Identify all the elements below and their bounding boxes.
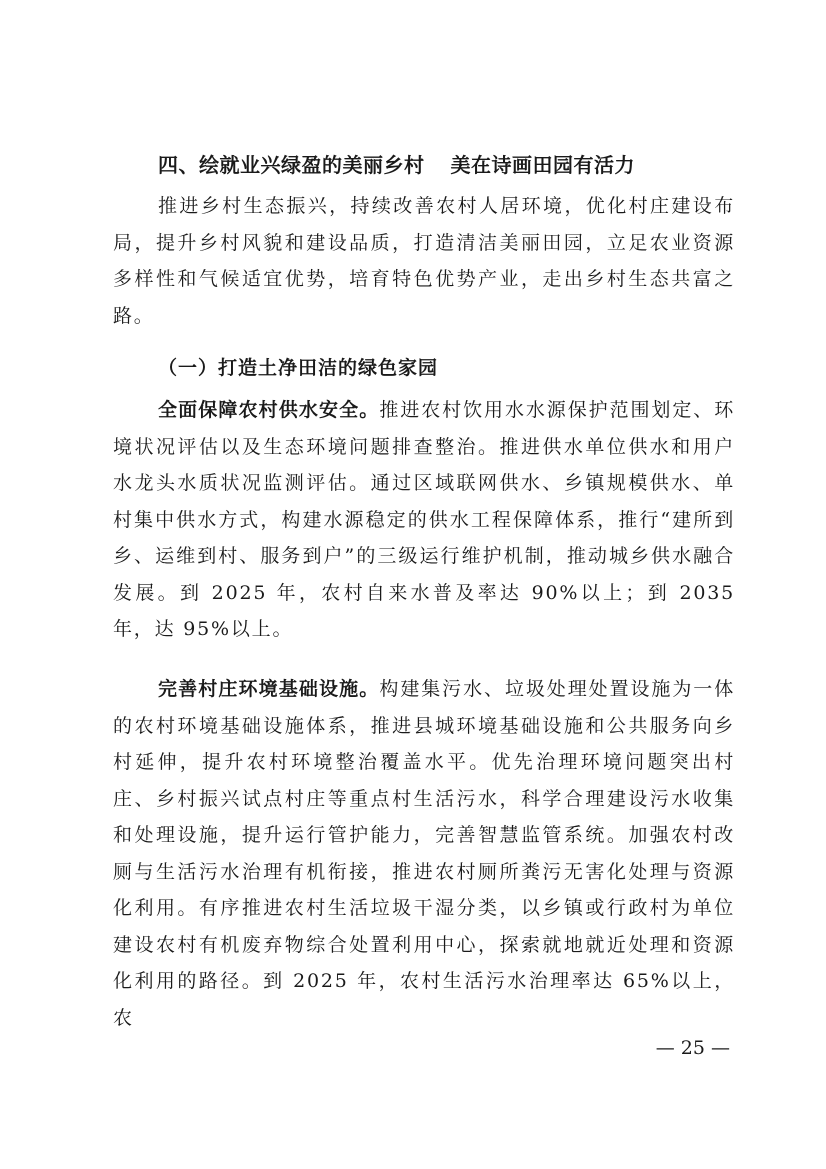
water-lead: 全面保障农村供水安全。: [158, 399, 380, 421]
section-heading-main: 四、绘就业兴绿盈的美丽乡村: [158, 153, 425, 177]
water-body: 推进农村饮用水水源保护范围划定、环境状况评估以及生态环境问题排查整治。推进供水单位供水和用户水龙头水质状况监测评估。通过区域联网供水、乡镇规模供水、单村集中供水方式，构建水源稳定的供水工程保障体系，推行“建所到乡、运维到村、服务到户”的三级运行维护机制，推动城乡供水融合发展。到 2025 年，农村自来水普及率达 90%以上；到 2035 年，达 95%以上。: [113, 399, 735, 640]
water-paragraph: [113, 392, 735, 648]
section-heading: [158, 150, 758, 180]
page-number: — 25 —: [655, 1037, 730, 1059]
infrastructure-body: 构建集污水、垃圾处理处置设施为一体的农村环境基础设施体系，推进县城环境基础设施和公共服务向乡村延伸，提升农村环境整治覆盖水平。优先治理环境问题突出村庄、乡村振兴试点村庄等重点村生活污水，科学合理建设污水收集和处理设施，提升运行管护能力，完善智慧监管系统。加强农村改厕与生活污水治理有机衔接，推进农村厕所粪污无害化处理与资源化利用。有序推进农村生活垃圾干湿分类，以乡镇或行政村为单位建设农村有机废弃物综合处置利用中心，探索就地就近处理和资源化利用的路径。到 2025 年，农村生活污水治理率达 65%以上，农: [113, 678, 735, 1029]
subsection-heading: （一）打造土净田洁的绿色家园: [158, 357, 439, 379]
intro-paragraph: 推进乡村生态振兴，持续改善农村人居环境，优化村庄建设布局，提升乡村风貌和建设品质，打造清洁美丽田园，立足农业资源多样性和气候适宜优势，培育特色优势产业，走出乡村生态共富之路。: [113, 195, 735, 327]
section-heading-sub: 美在诗画田园有活力: [450, 153, 635, 177]
infrastructure-paragraph: [113, 671, 735, 1036]
infrastructure-lead: 完善村庄环境基础设施。: [158, 678, 380, 700]
